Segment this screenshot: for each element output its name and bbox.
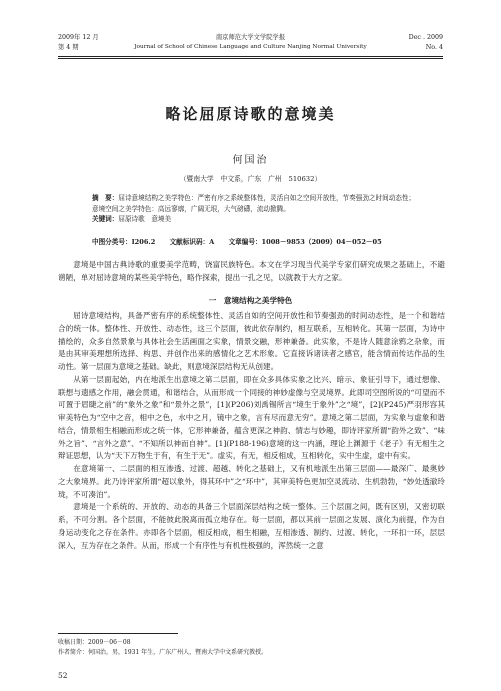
body-paragraph-4: 意境是一个系统的、开放的、动态的具备三个层面深层结构之统一整体。三个层面之间，既有区别，又密切联系，不可分割。各个层面，不能彼此脱离而孤立地存在。每一层面，都以其前一层面之发展、演化为前提，作为自身运动变化之存在条件。亦即各个层面，相反相成，相生相融，互相渗透、制约、过渡、转化，一环扣一环，层层深入，互为存在之条件。从而，形成一个有序性与有机性极强的，浑然统一之意 <box>58 502 445 550</box>
clc-label: 中图分类号： <box>92 238 132 246</box>
header-journal-cn: 南京师范大学文学院学报 <box>215 34 286 41</box>
footnote-received: 收稿日期：2009－06－08 <box>58 639 131 646</box>
body-paragraph-1: 屈诗意境结构，具备严密有序的系统整体性、灵活自如的空间开放性和节奏强劲的时间动态性，是一个和谐结合的统一体。整体性、开放性、动态性，这三个层面，彼此依存制约，相互联系，互相转化。其第一层面，为诗中描绘的，众多自然景象与具体社会生活画面之实象，情景交融，形神兼备。此实象，不是诗人随意涂鸦之杂象，而是由其审美理想所选择、构思、并创作出来的感情化之艺术形象。它直接诉诸读者之感官，能含情而传达作品的生动性。第一层面为意境之基础。缺此，则意境深层结构无从创建。 <box>58 311 445 371</box>
doc-code-field <box>170 238 215 246</box>
abstract-block <box>92 193 420 225</box>
section-heading: 一 意境结构之美学特色 <box>208 296 293 305</box>
article-id-field <box>229 238 382 246</box>
abstract-label: 摘 要： <box>92 194 119 202</box>
keywords-label: 关键词： <box>92 215 119 223</box>
header-issue-cn: 第 4 期 <box>58 44 79 51</box>
footnote-rule <box>58 633 178 634</box>
article-id-value: 1008－9853（2009）04－052－05 <box>261 238 382 246</box>
doc-code-value: A <box>209 238 215 246</box>
body-paragraph-3: 在意境第一、二层面的相互渗透、过渡、超越、转化之基础上，又有机地派生出第三层面——最深广、最奥妙之大象境界。此乃诗评家所谓“超以象外，得其环中”之“环中”，其审美特色更加空灵流动、生机勃勃，“妙处透澈玲珑，不可凑泊”。 <box>58 464 445 499</box>
author-affiliation: （暨南大学 中文系，广东 广州 510632） <box>179 175 322 183</box>
author-name: 何国治 <box>232 155 269 166</box>
body-paragraph-2: 从第一层面起始，内在地派生出意境之第二层面，即在众多具体实象之比兴、暗示、象征引导下，通过想像、联想与遗感之作用，融会贯通，和谐结合，从而形成一个同接的神妙虚像与空灵境界。此即司空图所说的“可望而不可置于眉睫之前”的“象外之象”和“景外之景”，[1](P206)刘禹锡所言“境生于象外”之“境”，[2](P245)严羽形容其审美特色为“空中之音，相中之色，水中之月，镜中之象，言有尽而意无穷”。意境之第二层面，为实象与虚象和谐结合，情景相生相融而形成之统一体，它形神兼备，蕴含更深之神韵、情志与妙趣，即诗评家所谓“韵外之致”、“味外之旨”、“言外之意”、“不知所以神而自神”。[1](P188-196)意境的这一内涵，理论上渊源于《老子》有无相生之辩证思想，认为“天下万物生于有，有生于无”。虚实，有无，相反相成，互相转化，实中生虚，虚中有实。 <box>58 374 445 461</box>
keywords-text: 屈原诗歌 意境美 <box>118 215 172 223</box>
doc-code-label: 文献标识码： <box>169 238 210 246</box>
intro-block <box>58 259 445 285</box>
header-date-en: Dec . 2009 <box>408 34 443 41</box>
clc-field <box>92 238 155 246</box>
clc-value: I206.2 <box>131 238 156 246</box>
abstract-paragraph <box>92 193 420 214</box>
abstract-text: 屈诗意境结构之美学特色：严密有序之系统整体性，灵活自如之空间开放性，节奏强劲之时间动态性；意境空间之美学特色：高远寥廓，广阔无垠，大气磅礴，流动掀腾。 <box>92 194 416 213</box>
header-date-cn: 2009年 12 月 <box>58 34 99 41</box>
body-text <box>58 310 445 552</box>
keywords-line <box>92 214 420 225</box>
header-issue-en: No. 4 <box>425 44 443 51</box>
article-id-label: 文章编号： <box>228 238 262 246</box>
header-journal-en: Journal of School of Chinese Language and Culture Nanjing Normal University <box>134 44 367 50</box>
footnote-author-bio: 作者简介：何国治，男，1931 年生，广东广州人，暨南大学中文系研究教授。 <box>58 649 268 656</box>
header-rule <box>58 56 443 57</box>
classification-line <box>92 236 432 246</box>
header-rule-thin <box>58 58 443 59</box>
page-number: 52 <box>58 671 68 680</box>
article-title: 略论屈原诗歌的意境美 <box>165 105 336 123</box>
intro-paragraph: 意境是中国古典诗歌的重要美学范畴，饶富民族特色。本文在学习现当代美学专家们研究成果之基础上，不避谫陋，单对屈诗意境的某些美学特色，略作探索，提出一孔之见，以就教于大方之家。 <box>58 260 445 282</box>
